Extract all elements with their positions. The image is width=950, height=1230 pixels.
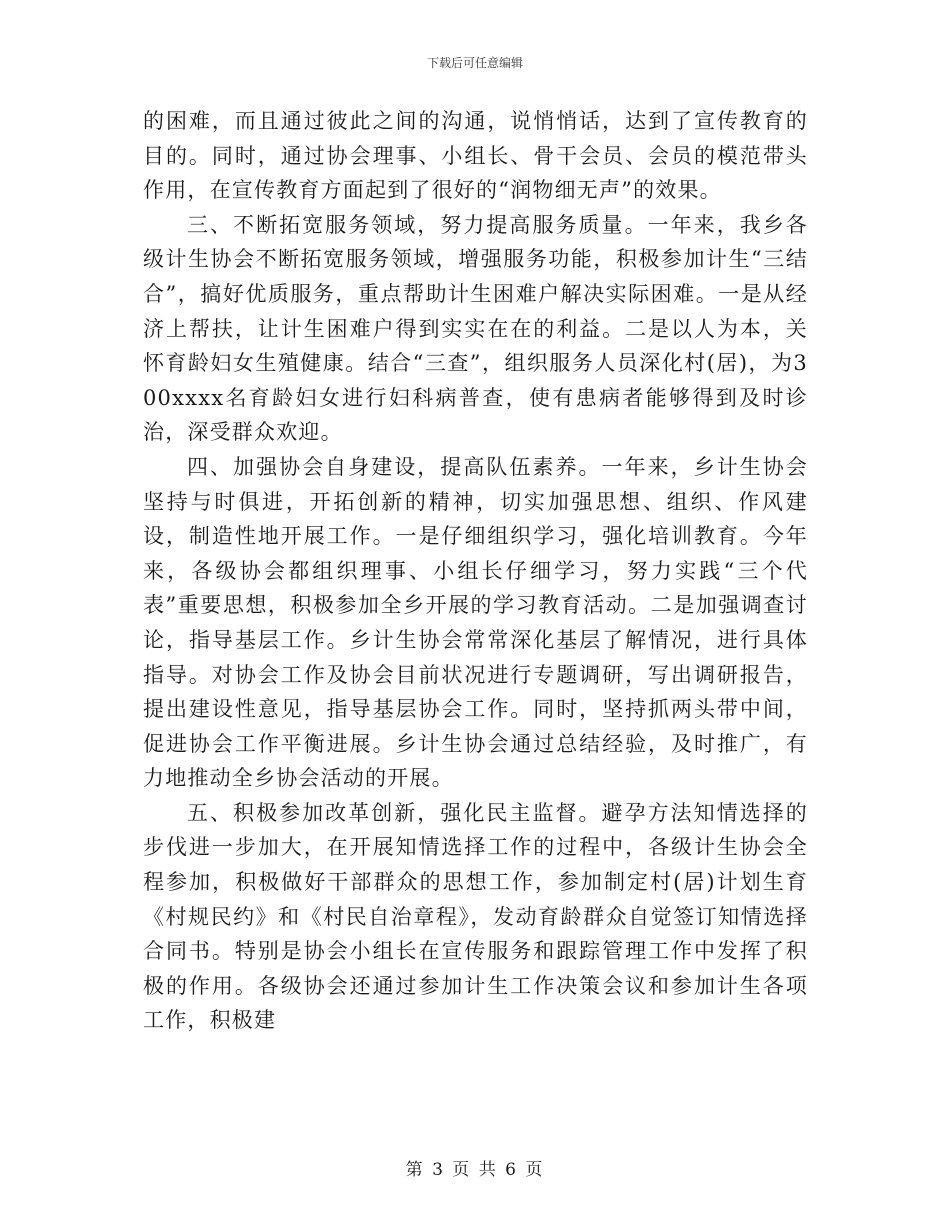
page-header: 下载后可任意编辑 (426, 56, 523, 70)
document-body (143, 104, 808, 1038)
paragraph-section-four: 四、加强协会自身建设，提高队伍素养。一年来，乡计生协会坚持与时俱进，开拓创新的精神，切实加强思想、组织、作风建设，制造性地开展工作。一是仔细组织学习，强化培训教育。今年来，各级协会都组织理事、小组长仔细学习，努力实践“三个代表”重要思想，积极参加全乡开展的学习教育活动。二是加强调查讨论，指导基层工作。乡计生协会常常深化基层了解情况，进行具体指导。对协会工作及协会目前状况进行专题调研，写出调研报告，提出建设性意见，指导基层协会工作。同时，坚持抓两头带中间，促进协会工作平衡进展。乡计生协会通过总结经验，及时推广，有力地推动全乡协会活动的开展。 (143, 454, 808, 791)
paragraph-continuation: 的困难，而且通过彼此之间的沟通，说悄悄话，达到了宣传教育的目的。同时，通过协会理事、小组长、骨干会员、会员的模范带头作用，在宣传教育方面起到了很好的“润物细无声”的效果。 (143, 109, 808, 203)
page-number-footer: 第 3 页 共 6 页 (405, 1160, 545, 1180)
paragraph-section-three: 三、不断拓宽服务领域，努力提高服务质量。一年来，我乡各级计生协会不断拓宽服务领域，增强服务功能，积极参加计生“三结合”，搞好优质服务，重点帮助计生困难户解决实际困难。一是从经济上帮扶，让计生困难户得到实实在在的利益。二是以人为本，关怀育龄妇女生殖健康。结合“三查”，组织服务人员深化村(居)，为300xxxx名育龄妇女进行妇科病普查，使有患病者能够得到及时诊治，深受群众欢迎。 (143, 212, 808, 445)
paragraph-section-five: 五、积极参加改革创新，强化民主监督。避孕方法知情选择的步伐进一步加大，在开展知情选择工作的过程中，各级计生协会全程参加，积极做好干部群众的思想工作，参加制定村(居)计划生育《村规民约》和《村民自治章程》，发动育龄群众自觉签订知情选择合同书。特别是协会小组长在宣传服务和跟踪管理工作中发挥了积极的作用。各级协会还通过参加计生工作决策会议和参加计生各项工作，积极建 (143, 800, 808, 1033)
